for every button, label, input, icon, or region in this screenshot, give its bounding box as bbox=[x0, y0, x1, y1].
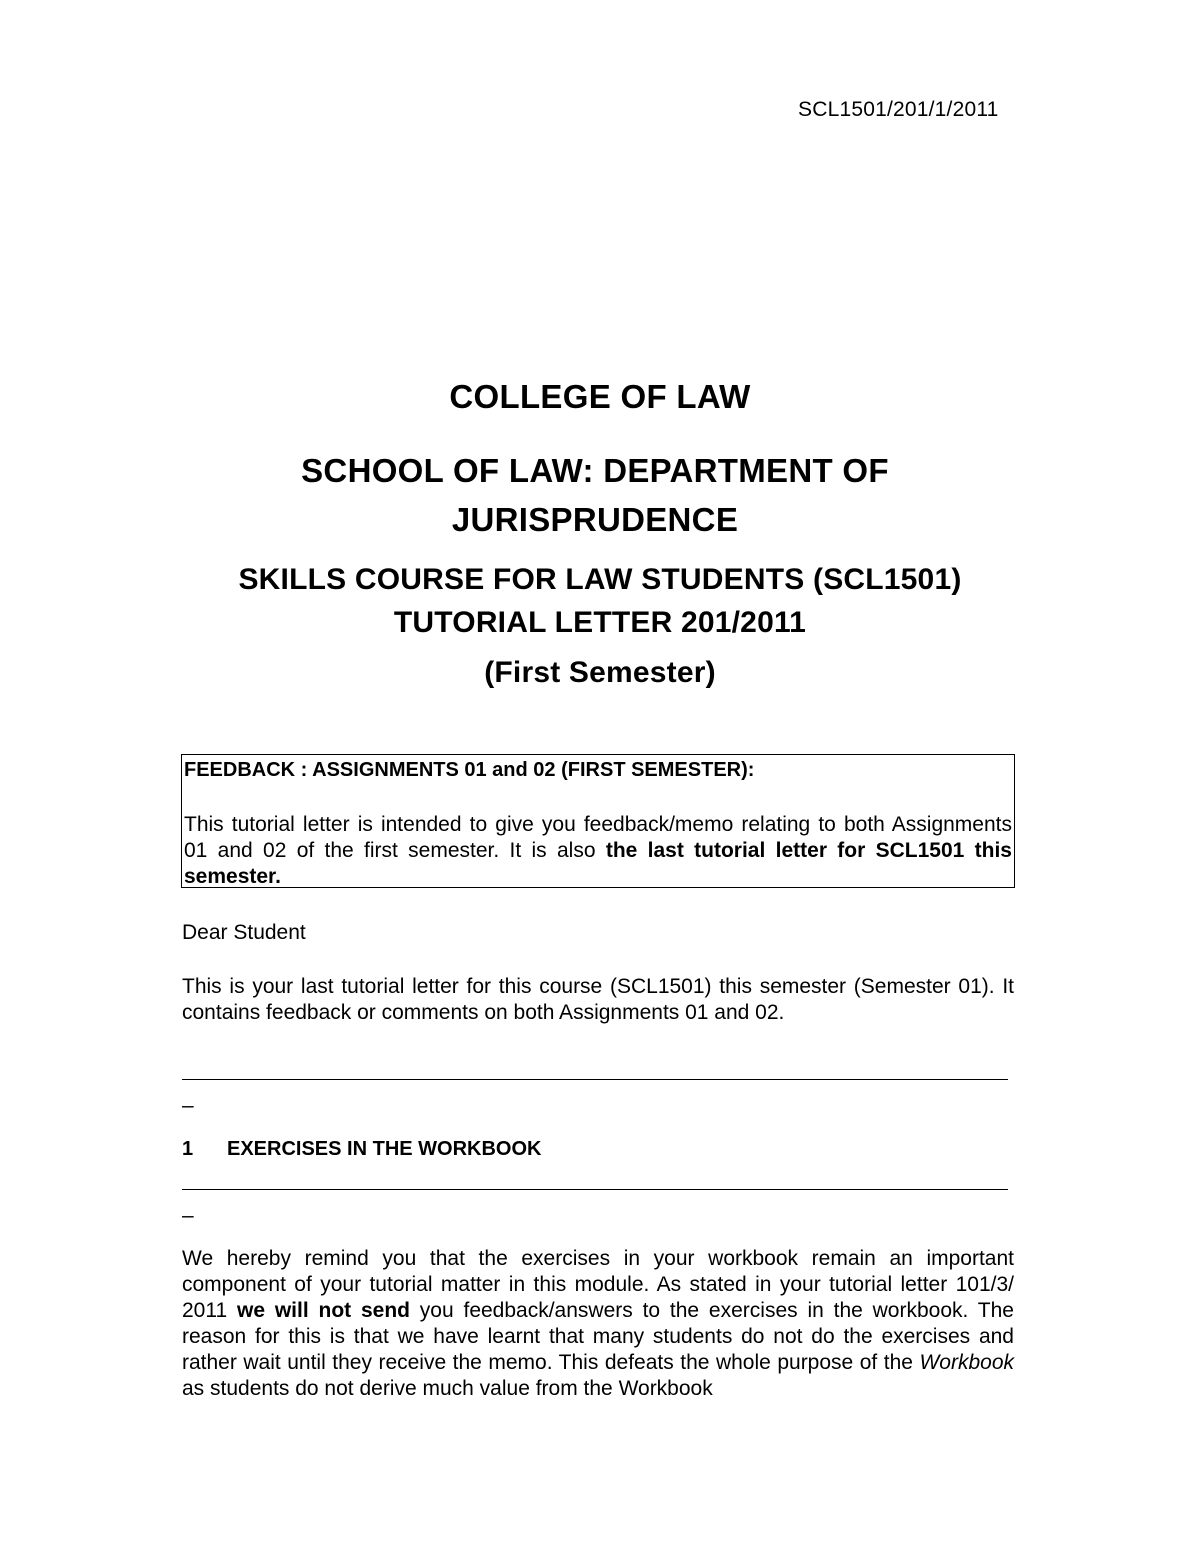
semester-label: (First Semester) bbox=[484, 656, 716, 689]
document-reference: SCL1501/201/1/2011 bbox=[798, 98, 999, 121]
workbook-italic: Workbook bbox=[919, 1351, 1014, 1374]
feedback-heading: FEEDBACK : ASSIGNMENTS 01 and 02 (FIRST SEMESTER): bbox=[184, 759, 755, 781]
school-title-line-1: SCHOOL OF LAW: DEPARTMENT OF bbox=[301, 452, 889, 489]
feedback-box bbox=[181, 754, 1015, 888]
intro-paragraph: This is your last tutorial letter for this course (SCL1501) this semester (Semester 01). It contains feedback or comments on both Assignments 01 and 02. bbox=[182, 975, 1014, 1024]
horizontal-rule bbox=[182, 1079, 1008, 1080]
rule-dash: – bbox=[182, 1204, 194, 1227]
section-paragraph-text-1: We hereby remind you that the exercises in your workbook remain an important component of your tutorial matter in this module. As stated in your tutorial letter 101/3/ 2011 bbox=[182, 1247, 1014, 1322]
course-title bbox=[0, 558, 1200, 644]
section-paragraph bbox=[182, 1246, 1014, 1402]
course-title-line-2: TUTORIAL LETTER 201/2011 bbox=[393, 606, 807, 639]
section-paragraph-emphasis: we will not send bbox=[236, 1299, 410, 1322]
feedback-body-text: This tutorial letter is intended to give you feedback/memo relating to both Assignments 01 and 02 of the first semester. It is also bbox=[184, 813, 1012, 862]
rule-dash: – bbox=[182, 1094, 194, 1117]
feedback-body bbox=[184, 812, 1012, 890]
college-title: COLLEGE OF LAW bbox=[449, 378, 751, 415]
section-paragraph-text-2: you feedback/answers to the exercises in the workbook. The reason for this is that we have learnt that many students do not do the exercises and rather wait until they receive the memo. This defeats the whole purpose of the bbox=[182, 1299, 1014, 1374]
horizontal-rule bbox=[182, 1189, 1008, 1190]
school-title bbox=[65, 446, 1125, 544]
section-number: 1 bbox=[182, 1138, 194, 1160]
greeting: Dear Student bbox=[182, 921, 306, 944]
section-paragraph-text-3: as students do not derive much value from the Workbook bbox=[182, 1377, 713, 1400]
section-title: EXERCISES IN THE WORKBOOK bbox=[227, 1138, 542, 1160]
feedback-body-emphasis: the last tutorial letter for SCL1501 this semester. bbox=[184, 839, 1012, 888]
section-heading bbox=[182, 1138, 541, 1161]
school-title-line-2: JURISPRUDENCE bbox=[451, 501, 739, 538]
course-title-line-1: SKILLS COURSE FOR LAW STUDENTS (SCL1501) bbox=[238, 563, 962, 596]
